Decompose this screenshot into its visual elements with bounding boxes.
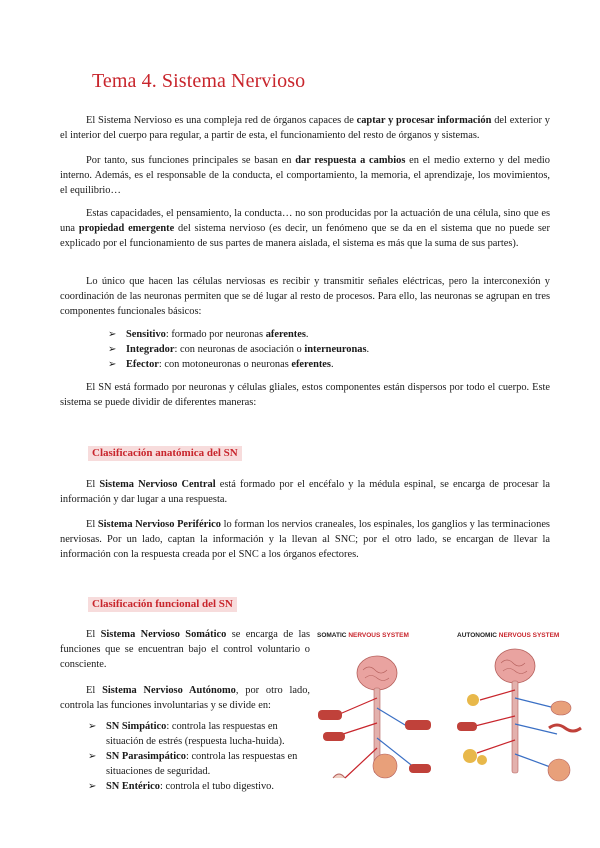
list-item: ➢ SN Simpático: controla las respuestas en situación de estrés (respuesta lucha-huida). (88, 721, 285, 747)
list-item: ➢ SN Entérico: controla el tubo digestivo. (88, 781, 274, 792)
arrow-bullet-icon: ➢ (108, 359, 117, 370)
arrow-bullet-icon: ➢ (108, 344, 117, 355)
brain-icon (495, 649, 535, 683)
svg-text:SOMATIC NERVOUS SYSTEM (317, 632, 409, 639)
neurons-paragraph: Lo único que hacen las células nerviosas es recibir y transmitir señales eléctricas, pero la interconexión y coordinación de las neuronas permiten que se dé lugar al resto de procesos. Para ello, las neuronas se agrupan en tres componentes funcionales básicos: (60, 276, 550, 317)
somatic-title-b: NERVOUS SYSTEM (348, 632, 409, 639)
arrow-bullet-icon: ➢ (88, 781, 97, 792)
vessel-icon (549, 725, 581, 731)
emergent-paragraph: Estas capacidades, el pensamiento, la conducta… no son producidas por la actuación de una célula, sino que es una propiedad emergente del sistema nervioso (es decir, un fenómeno que se da en el sistema que no puede ser explicado por el funcionamiento de sus partes de manera aislada, el sistema es más que la suma de sus partes). (60, 208, 551, 249)
bold-term: dar respuesta a cambios (295, 155, 406, 166)
page-title: Tema 4. Sistema Nervioso (92, 70, 306, 92)
muscle-icon (323, 732, 345, 741)
muscle-icon (318, 710, 342, 720)
nervous-system-figure (315, 628, 583, 798)
list-item: ➢ Efector: con motoneuronas o neuronas eferentes. (108, 359, 334, 370)
divisions-paragraph: El SN está formado por neuronas y células gliales, estos componentes están dispersos por todo el cuerpo. Este sistema se puede dividir de diferentes maneras: (60, 382, 550, 408)
muscle-icon (409, 764, 431, 773)
list-item: ➢ Sensitivo: formado por neuronas aferentes. (108, 329, 309, 340)
snc-paragraph: El Sistema Nervioso Central está formado por el encéfalo y la médula espinal, se encarga de procesar la información y dar lugar a una respuesta. (60, 479, 550, 505)
somatic-title-a: SOMATIC (317, 632, 347, 639)
somatic-paragraph: El Sistema Nervioso Somático se encarga de las funciones que se encuentran bajo el control voluntario o consciente. (60, 629, 310, 670)
arrow-bullet-icon: ➢ (88, 721, 97, 732)
arrow-bullet-icon: ➢ (108, 329, 117, 340)
bold-term: Sistema Nervioso Autónomo (102, 685, 236, 696)
functions-paragraph: Por tanto, sus funciones principales se basan en dar respuesta a cambios en el medio externo y del medio interno. Además, es el responsable de la conducta, el comportamiento, la memoria, el aprendizaje, los movimientos, el equilibrio… (60, 155, 551, 196)
heart-icon (551, 701, 571, 715)
bold-term: captar y procesar información (356, 115, 492, 126)
bold-term: Sistema Nervioso Somático (100, 629, 227, 640)
list-item: ➢ Integrador: con neuronas de asociación o interneuronas. (108, 344, 370, 355)
autonomic-title-b: NERVOUS SYSTEM (498, 632, 560, 639)
components-list (108, 327, 528, 372)
snp-paragraph: El Sistema Nervioso Periférico lo forman los nervios craneales, los espinales, los ganglios y las terminaciones nerviosas. Por un lado, captan la información y la llevan al SNC; por el otro lado, se encargan de llevar la información con la respuesta creada por el SNC a los órganos efectores. (60, 519, 550, 560)
autonomic-paragraph: El Sistema Nervioso Autónomo, por otro lado, controla las funciones involuntarias y se divide en: (60, 685, 310, 711)
autonomic-list (88, 719, 310, 794)
brain-icon (357, 656, 397, 690)
intro-paragraph: El Sistema Nervioso es una compleja red de órganos capaces de captar y procesar información del exterior y el interior del cuerpo para regular, a partir de esta, el funcionamiento del resto de órganos y sistemas. (60, 115, 550, 141)
organ-icon (373, 754, 397, 778)
somatic-panel (317, 632, 431, 778)
list-item: ➢ SN Parasimpático: controla las respuestas en situaciones de seguridad. (88, 751, 298, 777)
gland-icon (467, 694, 479, 706)
svg-text:AUTONOMIC NERVOUS SYSTEM (457, 632, 559, 639)
muscle-icon (405, 720, 431, 730)
bold-term: Sistema Nervioso Central (99, 479, 216, 490)
organ-icon (548, 759, 570, 781)
gland-icon (463, 749, 477, 763)
autonomic-title-a: AUTONOMIC (457, 632, 497, 639)
bold-term: propiedad emergente (78, 223, 175, 234)
autonomic-panel (457, 632, 581, 781)
spinal-cord-icon (512, 681, 518, 773)
section-heading-functional: Clasificación funcional del SN (88, 597, 237, 612)
muscle-icon (457, 722, 477, 731)
section-heading-anatomical: Clasificación anatómica del SN (88, 446, 242, 461)
bold-term: Sistema Nervioso Periférico (97, 519, 221, 530)
arrow-bullet-icon: ➢ (88, 751, 97, 762)
